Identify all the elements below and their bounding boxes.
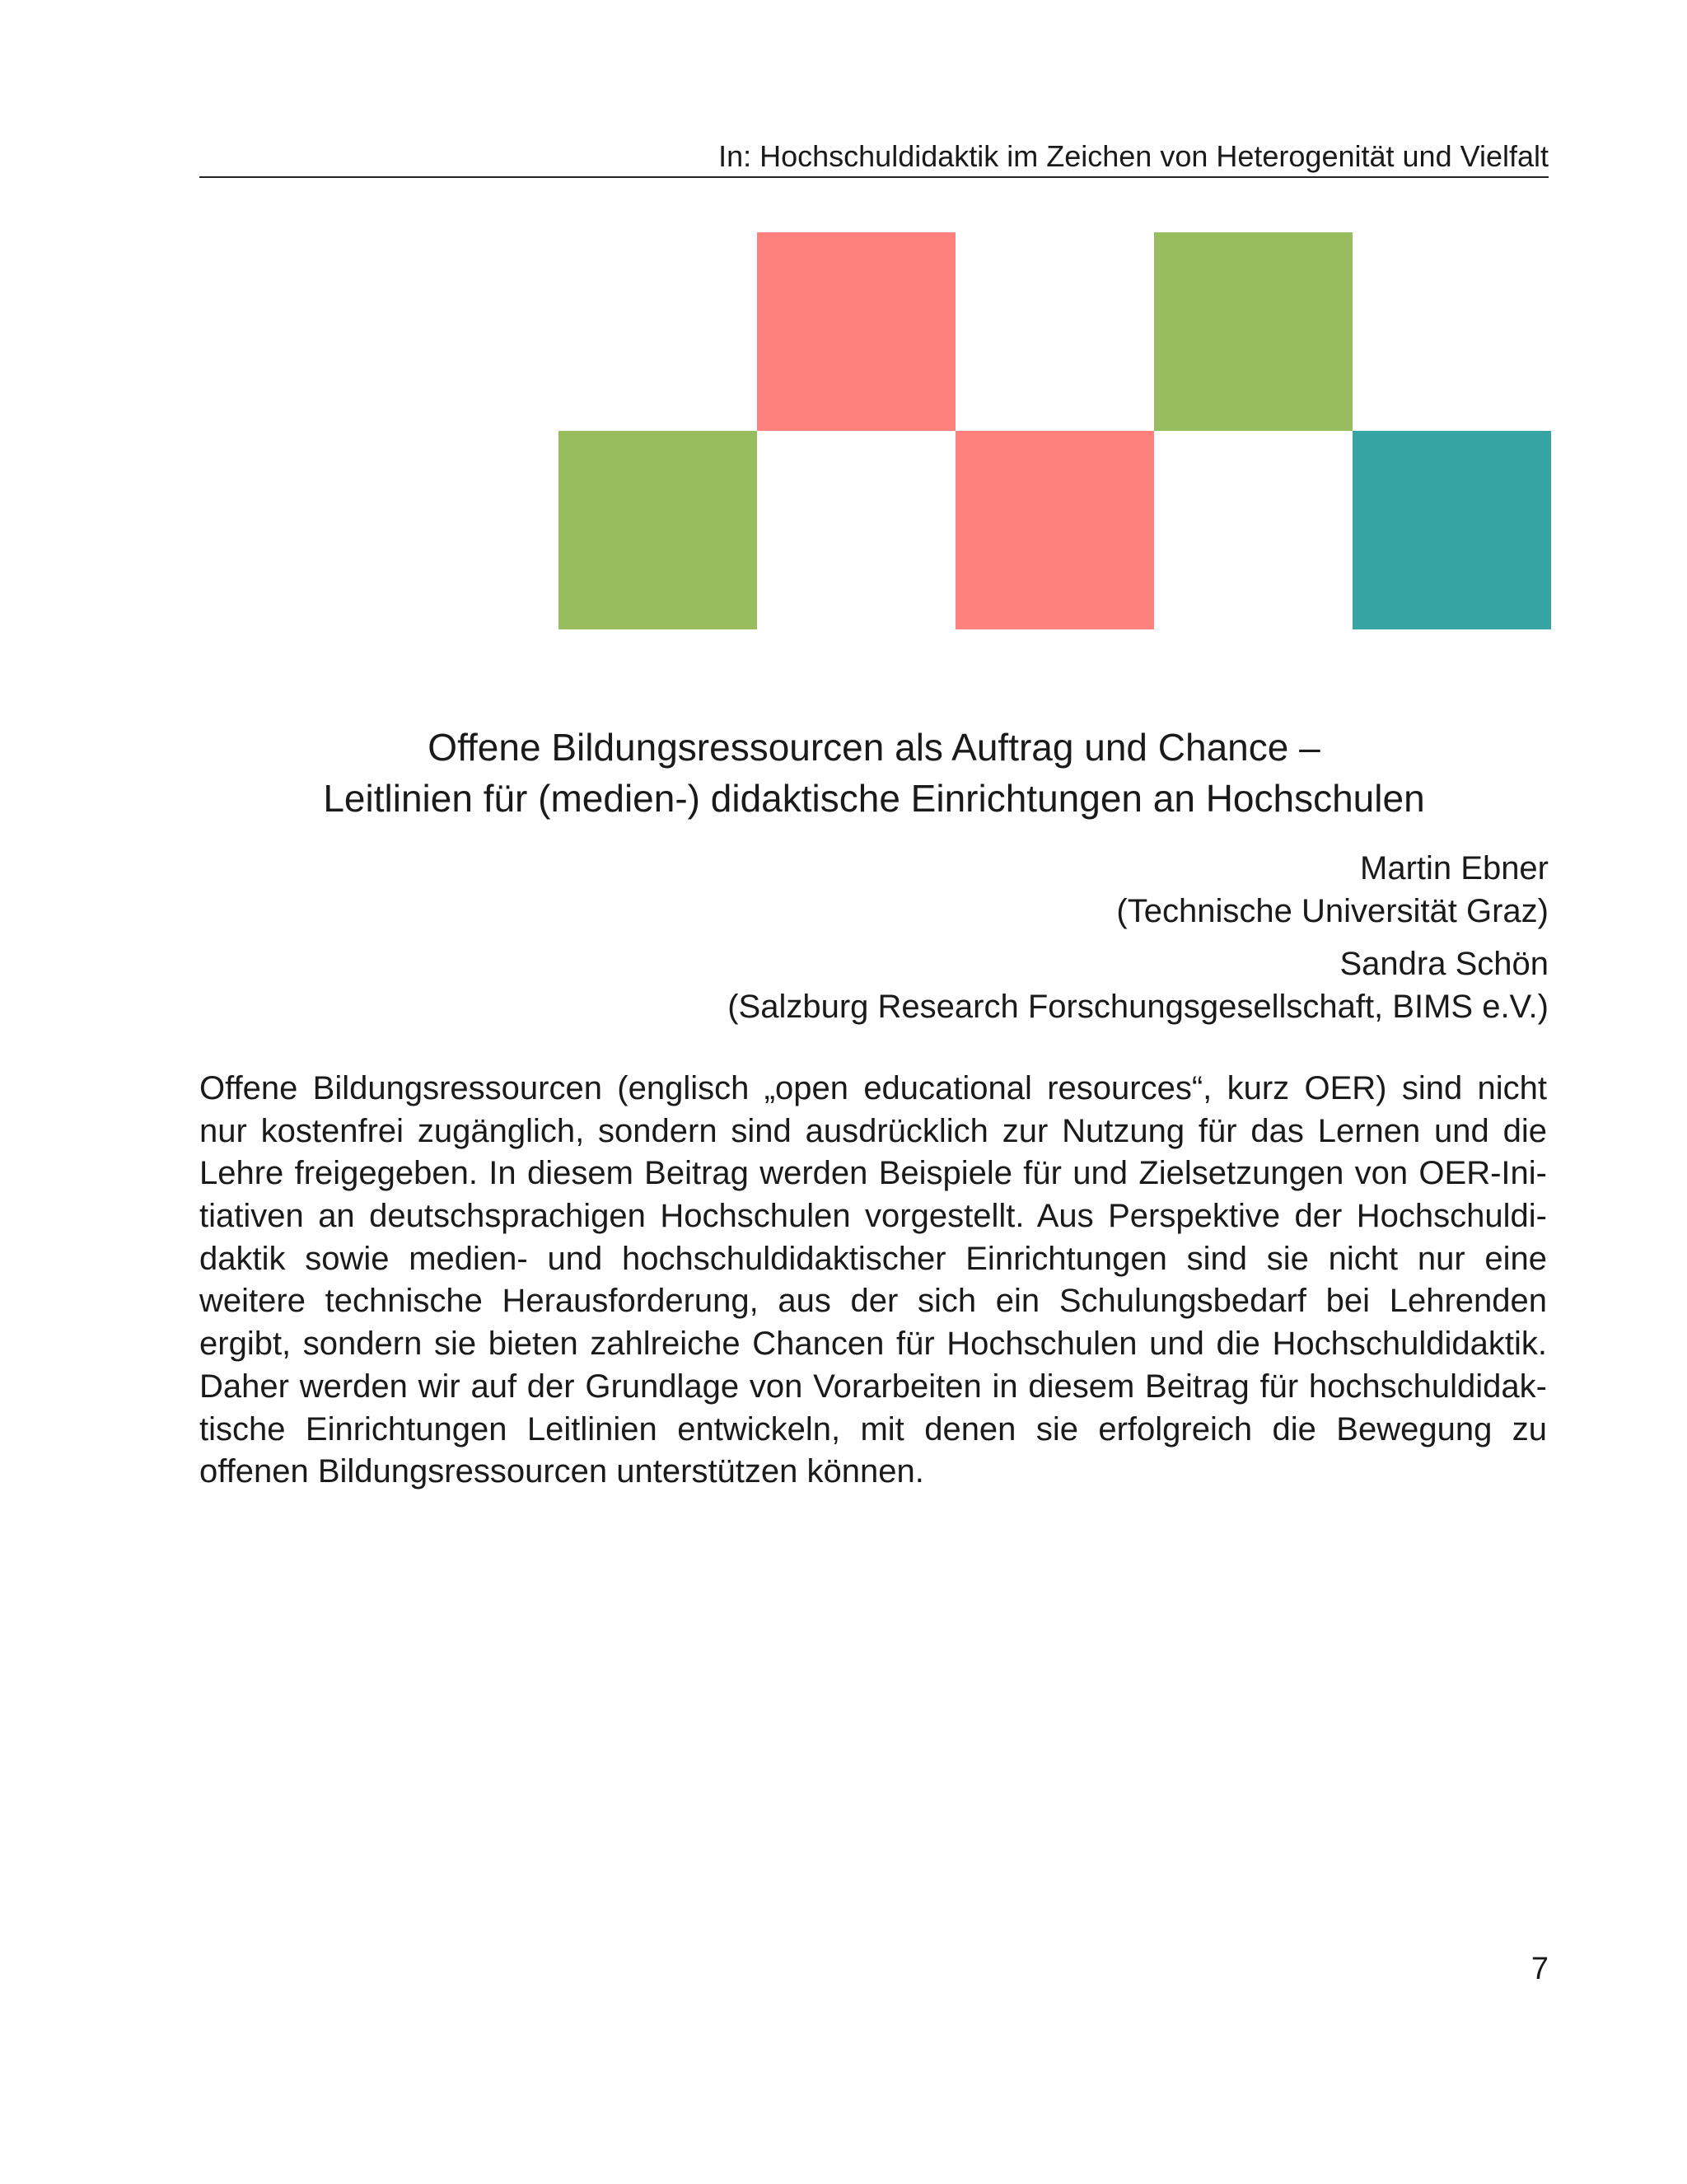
author-name: Sandra Schön [1339,946,1549,982]
abstract [199,1068,1547,1494]
author-list [395,847,1549,1038]
abstract-line: offenen Bildungsressourcen unterstützen können. [199,1453,924,1490]
teal-block-bottom [1353,431,1551,629]
title-line-2: Leitlinien für (medien-) didaktische Einrichtungen an Hochschulen [323,777,1425,820]
running-header [199,138,1549,178]
author-2 [395,942,1549,1028]
author-name: Martin Ebner [1360,850,1549,886]
abstract-line: Lehre freigegeben. In diesem Beitrag werden Beispiele für und Zielsetzungen von OER-Ini- [199,1155,1547,1192]
abstract-line: nur kostenfrei zugänglich, sondern sind ausdrücklich zur Nutzung für das Lernen und die [199,1112,1547,1149]
abstract-line: Offene Bildungsressourcen (englisch „open educational resources“, kurz OER) sind nicht [199,1070,1547,1106]
green-block-top [1154,232,1353,431]
page-number: 7 [1530,1952,1549,1986]
running-header-text: In: Hochschuldidaktik im Zeichen von Heterogenität und Vielfalt [718,139,1549,173]
title-line-1: Offene Bildungsressourcen als Auftrag und Chance – [428,726,1320,769]
pink-block-bottom [956,431,1154,629]
abstract-line: tische Einrichtungen Leitlinien entwickeln, mit denen sie erfolgreich die Bewegung zu [199,1410,1547,1447]
abstract-line: weitere technische Herausforderung, aus der sich ein Schulungsbedarf bei Lehrenden [199,1283,1547,1320]
pink-block-top [757,232,956,431]
author-1 [395,847,1549,933]
author-affiliation: (Technische Universität Graz) [1116,893,1549,929]
article-title [199,722,1549,824]
abstract-line: Daher werden wir auf der Grundlage von Vorarbeiten in diesem Beitrag für hochschuldidak- [199,1368,1547,1405]
abstract-line: tiativen an deutschsprachigen Hochschulen vorgestellt. Aus Perspektive der Hochschuldi- [199,1198,1547,1235]
author-affiliation: (Salzburg Research Forschungsgesellschaft, BIMS e.V.) [727,989,1549,1025]
abstract-line: ergibt, sondern sie bieten zahlreiche Chancen für Hochschulen und die Hochschuldidaktik. [199,1326,1547,1363]
green-block-bottom [558,431,757,629]
abstract-line: daktik sowie medien- und hochschuldidaktischer Einrichtungen sind sie nicht nur eine [199,1240,1547,1277]
